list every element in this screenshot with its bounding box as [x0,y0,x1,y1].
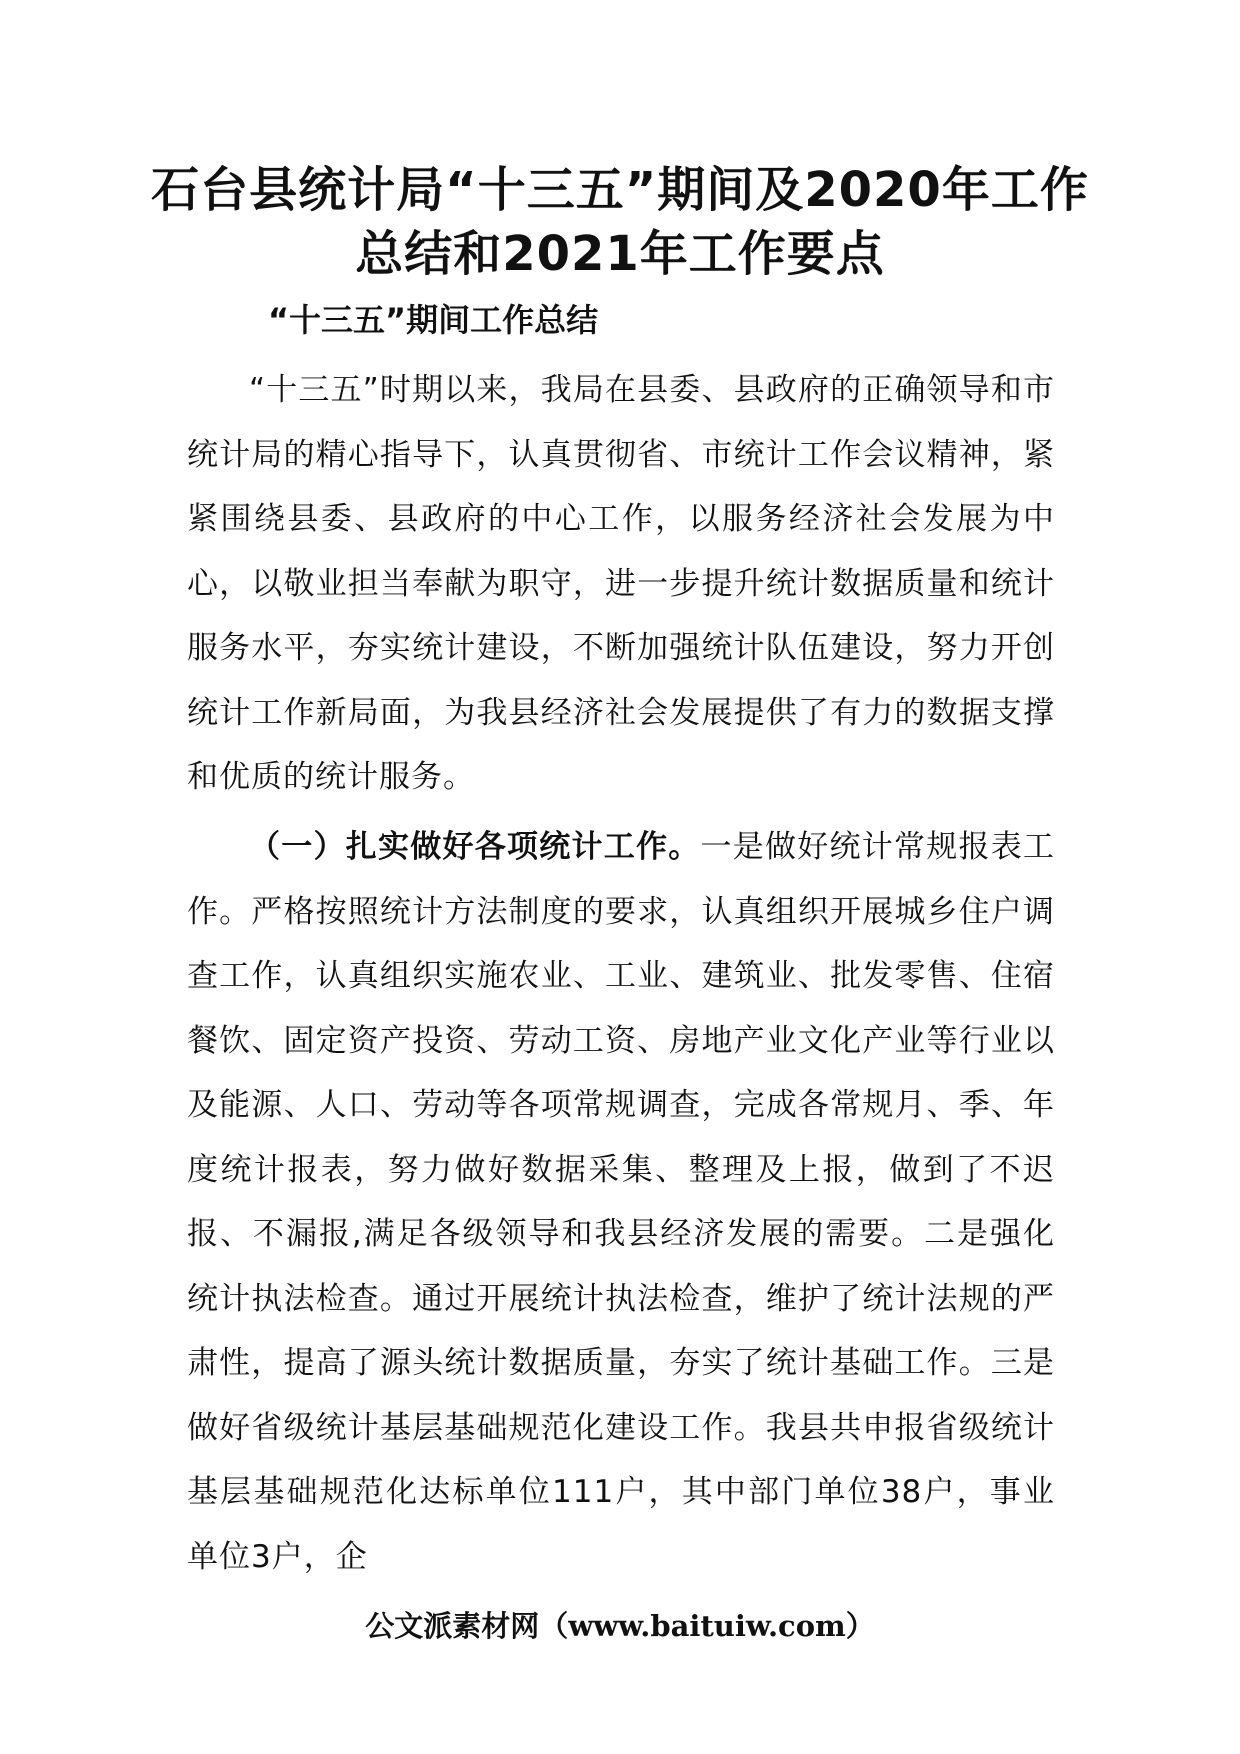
paragraph-intro: “十三五”时期以来，我局在县委、县政府的正确领导和市统计局的精心指导下，认真贯彻省、市统计工作会议精神，紧紧围绕县委、县政府的中心工作，以服务经济社会发展为中心，以敬业担当奉献为职守，进一步提升统计数据质量和统计服务水平，夯实统计建设，不断加强统计队伍建设，努力开创统计工作新局面，为我县经济社会发展提供了有力的数据支撑和优质的统计服务。 [187,372,1055,795]
paragraph-lead-heading: （一）扎实做好各项统计工作。 [249,829,701,865]
document-title: 石台县统计局“十三五”期间及2020年工作总结和2021年工作要点 [151,162,1089,282]
paragraph-statistics-work [187,815,1055,1589]
paragraph-body: 一是做好统计常规报表工作。严格按照统计方法制度的要求，认真组织开展城乡住户调查工作，认真组织实施农业、工业、建筑业、批发零售、住宿餐饮、固定资产投资、劳动工资、房地产业文化产业等行业以及能源、人口、劳动等各项常规调查，完成各常规月、季、年度统计报表，努力做好数据采集、整理及上报，做到了不迟报、不漏报,满足各级领导和我县经济发展的需要。二是强化统计执法检查。通过开展统计执法检查，维护了统计法规的严肃性，提高了源头统计数据质量，夯实了统计基础工作。三是做好省级统计基层基础规范化建设工作。我县共申报省级统计基层基础规范化达标单位111户，其中部门单位38户，事业单位3户，企 [187,829,1055,1575]
footer-watermark: 公文派素材网（www.baituiw.com） [365,1609,875,1643]
section-heading: “十三五”期间工作总结 [268,301,599,339]
